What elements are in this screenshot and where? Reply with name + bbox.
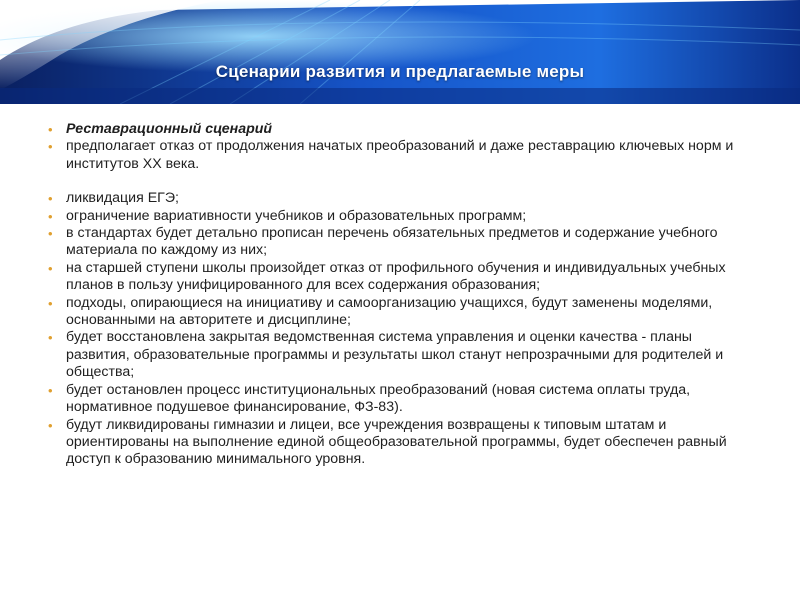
measure-text: ликвидация ЕГЭ; xyxy=(66,190,180,207)
list-item xyxy=(48,329,738,381)
measure-text: будет остановлен процесс институциональных преобразований (новая система оплаты труда, нормативное подушевое финансирование, ФЗ-83). xyxy=(66,381,691,416)
slide-title: Сценарии развития и предлагаемые меры xyxy=(215,62,585,81)
scenario-name: Реставрационный сценарий xyxy=(66,121,273,137)
list-item xyxy=(48,225,738,260)
list-item xyxy=(48,295,738,330)
list-item xyxy=(48,382,738,417)
bullet-icon: • xyxy=(48,295,53,311)
list-item xyxy=(48,208,738,225)
slide-header-banner xyxy=(0,0,800,104)
bullet-icon: • xyxy=(48,330,53,346)
list-item xyxy=(48,260,738,295)
bullet-icon: • xyxy=(48,417,53,433)
bullet-icon: • xyxy=(48,191,53,207)
bullet-icon: • xyxy=(48,139,53,155)
list-item xyxy=(48,417,738,469)
bullet-icon: • xyxy=(48,208,53,224)
list-item xyxy=(48,190,738,207)
header-background xyxy=(0,0,800,104)
bullet-icon: • xyxy=(48,260,53,276)
measure-text: в стандартах будет детально прописан перечень обязательных предметов и содержание учебного материала по каждому из них; xyxy=(66,225,718,259)
scenario-description: предполагает отказ от продолжения начатых преобразований и даже реставрацию ключевых норм и институтов ХХ века. xyxy=(66,138,734,172)
bullet-icon: • xyxy=(48,226,53,242)
list-item-scenario-description xyxy=(48,138,738,173)
bullet-icon: • xyxy=(48,382,53,398)
measure-text: подходы, опирающиеся на инициативу и самоорганизацию учащихся, будут заменены моделями, основанными на авторитете и дисциплине; xyxy=(66,294,713,329)
measure-text: будут ликвидированы гимназии и лицеи, все учреждения возвращены к типовым штатам и ориентированы на выполнение единой общеобразовательной программы, будет обеспечен равный доступ к образованию минимального уровня. xyxy=(66,416,727,468)
measure-text: на старшей ступени школы произойдет отказ от профильного обучения и индивидуальных учебных планов в пользу унифицированного для всех содержания образования; xyxy=(66,259,726,294)
slide-content xyxy=(48,121,738,469)
measure-text: ограничение вариативности учебников и образовательных программ; xyxy=(66,207,527,224)
list-item-scenario-name xyxy=(48,121,738,138)
bullet-icon: • xyxy=(48,122,53,137)
measure-text: будет восстановлена закрытая ведомственная система управления и оценки качества - планы развития, образовательные программы и результаты школ станут непрозрачными для родителей и общества; xyxy=(66,329,724,381)
